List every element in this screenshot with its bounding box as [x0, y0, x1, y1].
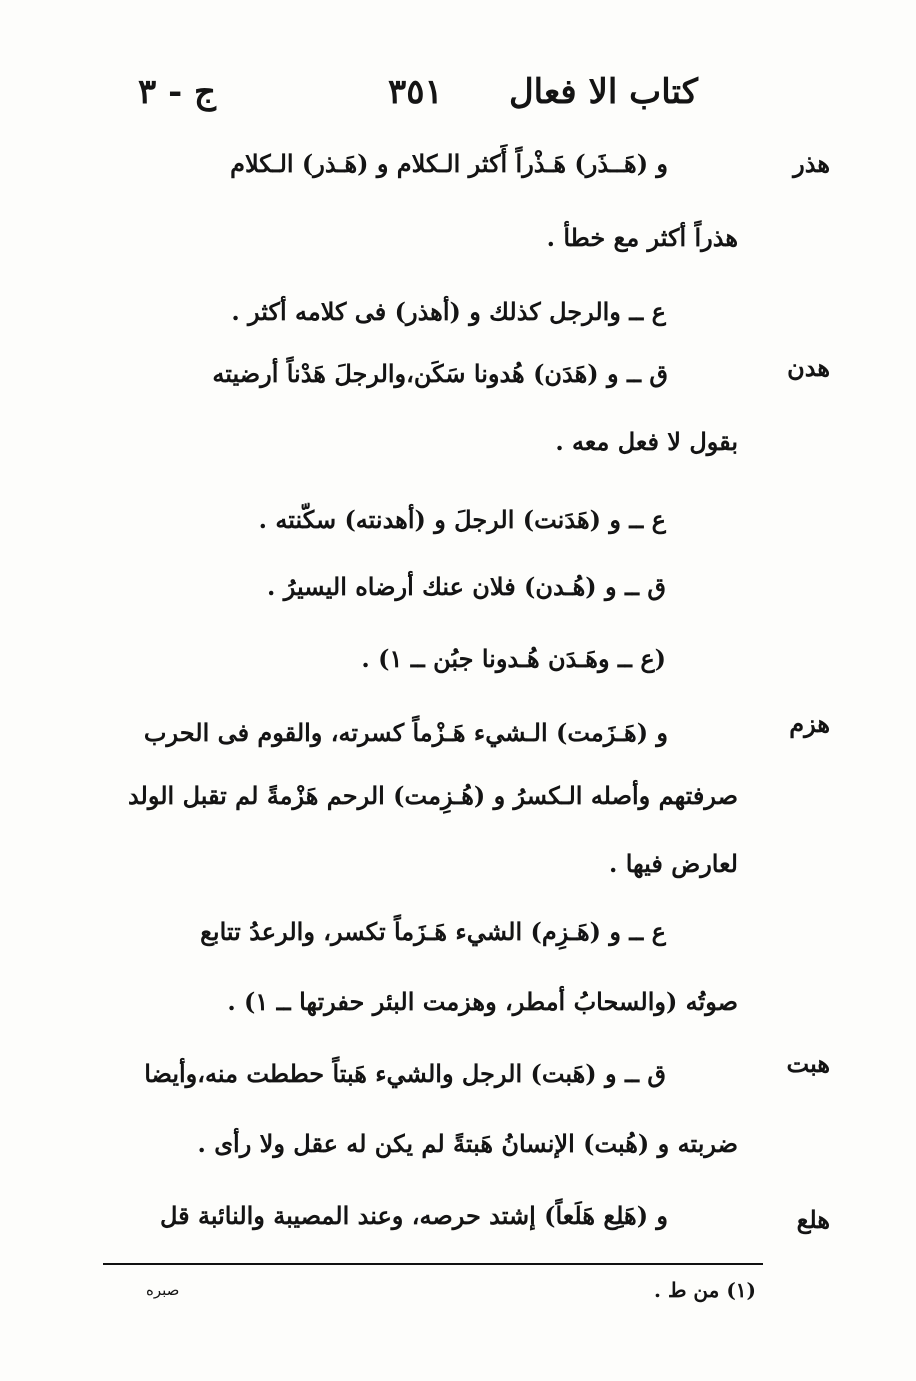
- text-line: ق ــ و (هُـدن) فلان عنك أرضاه اليسيرُ .: [267, 572, 666, 601]
- text-line: هذراً أكثر مع خطأ .: [546, 223, 738, 252]
- volume-marker: ج - ٣: [138, 72, 216, 112]
- footnote-divider: [103, 1263, 763, 1265]
- page-number: ٣٥١: [388, 72, 443, 112]
- text-line: و (هَلِع هَلَعاً) إشتد حرصه، وعند المصيبة والنائبة قل: [159, 1201, 668, 1230]
- entry-headword: هدن: [787, 353, 830, 382]
- footnote-catchword: صبره: [146, 1281, 180, 1299]
- text-line: ق ــ و (هَدَن) هُدونا سَكَن،والرجلَ هَدْناً أرضيته: [212, 359, 668, 388]
- text-line: لعارض فيها .: [609, 849, 738, 878]
- entry-headword: هبت: [786, 1049, 830, 1078]
- entry-headword: هزم: [789, 709, 830, 738]
- text-line: (ع ــ وهَـدَن هُـدونا جبُن ــ ١) .: [361, 644, 666, 673]
- running-title: كتاب الا فعال: [508, 72, 698, 112]
- entry-headword: هلع: [796, 1205, 830, 1234]
- text-line: و (هَـزَمت) الـشيء هَـزْماً كسرته، والقوم فى الحرب: [143, 718, 668, 747]
- text-line: ضربته و (هُبت) الإنسانُ هَبتةً لم يكن له عقل ولا رأى .: [197, 1129, 738, 1158]
- entry-headword: هذر: [793, 149, 830, 178]
- text-line: ع ــ و (هَـزِم) الشيء هَـزَماً تكسر، والرعدُ تتابع: [200, 917, 666, 946]
- text-line: ق ــ و (هَبت) الرجل والشيء هَبتاً حططت منه،وأيضا: [144, 1059, 666, 1088]
- text-line: ع ــ والرجل كذلك و (أهذر) فى كلامه أكثر .: [231, 297, 666, 326]
- text-line: و (هَــذَر) هَـذْراً أَكثر الـكلام و (هَـذر) الـكلام: [230, 149, 668, 178]
- text-line: صرفتهم وأصله الـكسرُ و (هُـزِمت) الرحم هَزْمةً لم تقبل الولد: [127, 781, 738, 810]
- text-line: ع ــ و (هَدَنت) الرجلَ و (أهدنته) سكّنته .: [258, 505, 666, 534]
- footnote: (١) من ط .: [654, 1278, 756, 1302]
- text-line: صوتُه (والسحابُ أمطر، وهزمت البئر حفرتها ــ ١) .: [227, 987, 738, 1016]
- text-line: بقول لا فعل معه .: [555, 427, 738, 456]
